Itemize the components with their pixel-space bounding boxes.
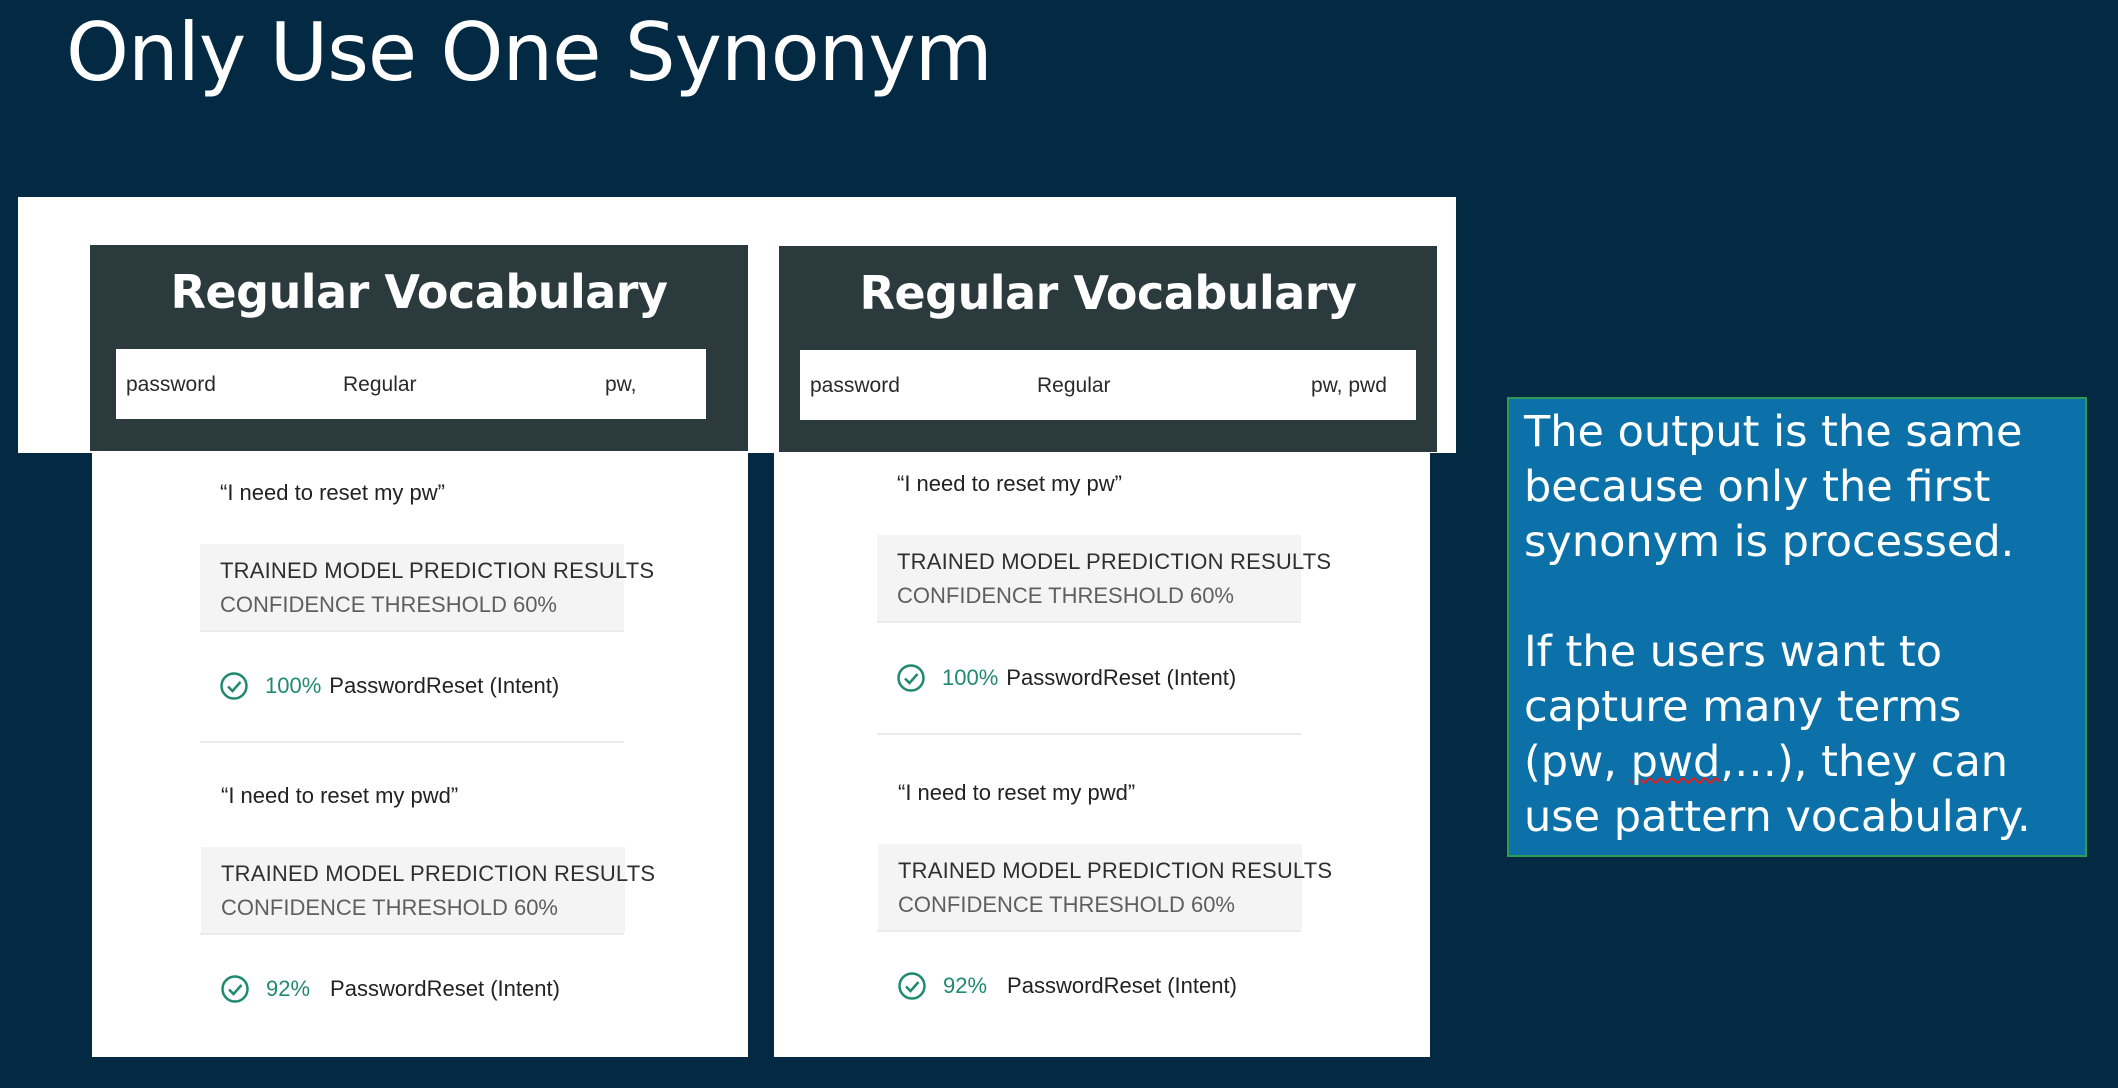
prediction-result xyxy=(897,971,1237,1001)
check-circle-icon xyxy=(897,971,927,1001)
note-fragment: ,…), they can xyxy=(1720,737,2009,787)
confidence-percent: 100% xyxy=(942,665,999,690)
confidence-percent: 92% xyxy=(943,973,988,998)
utterance-quote: “I need to reset my pw” xyxy=(220,480,445,505)
prediction-header-title: TRAINED MODEL PREDICTION RESULTS xyxy=(897,549,1332,574)
note-line xyxy=(1524,735,2085,790)
explanation-textbox xyxy=(1507,397,2087,857)
prediction-header-box xyxy=(201,847,656,933)
confidence-threshold: CONFIDENCE THRESHOLD 60% xyxy=(221,895,558,920)
divider xyxy=(877,733,1301,735)
divider xyxy=(877,930,1301,932)
vocab-type: Regular xyxy=(343,373,417,396)
utterance-quote: “I need to reset my pwd” xyxy=(898,780,1136,805)
divider xyxy=(200,933,624,935)
left-vocab-header xyxy=(90,245,748,451)
prediction-header-title: TRAINED MODEL PREDICTION RESULTS xyxy=(220,558,655,583)
note-line: because only the first xyxy=(1524,462,1991,512)
prediction-header-title: TRAINED MODEL PREDICTION RESULTS xyxy=(221,861,656,886)
note-line: synonym is processed. xyxy=(1524,517,2015,567)
intent-label: PasswordReset (Intent) xyxy=(1006,665,1237,690)
intent-label: PasswordReset (Intent) xyxy=(329,673,560,698)
confidence-percent: 92% xyxy=(266,976,311,1001)
slide-title: Only Use One Synonym xyxy=(66,6,992,99)
note-fragment: (pw, xyxy=(1524,737,1631,787)
divider xyxy=(877,621,1301,623)
vocab-type: Regular xyxy=(1037,374,1111,397)
vocab-synonyms: pw, xyxy=(605,373,637,396)
prediction-header-box xyxy=(200,544,655,630)
note-line: The output is the same xyxy=(1524,407,2023,457)
note-line: capture many terms xyxy=(1524,682,1962,732)
vocab-term: password xyxy=(810,374,900,397)
prediction-result xyxy=(220,974,560,1004)
check-circle-icon xyxy=(220,974,250,1004)
vocab-row xyxy=(116,349,706,419)
note-line: If the users want to xyxy=(1524,627,1943,677)
spellcheck-word: pwd xyxy=(1630,737,1721,787)
note-line: use pattern vocabulary. xyxy=(1524,792,2031,842)
vocab-title: Regular Vocabulary xyxy=(859,266,1357,320)
prediction-header-box xyxy=(877,535,1332,621)
confidence-percent: 100% xyxy=(265,673,322,698)
prediction-header-title: TRAINED MODEL PREDICTION RESULTS xyxy=(898,858,1333,883)
right-vocab-header xyxy=(779,246,1437,452)
prediction-header-box xyxy=(878,844,1333,930)
confidence-threshold: CONFIDENCE THRESHOLD 60% xyxy=(220,592,557,617)
utterance-quote: “I need to reset my pwd” xyxy=(221,783,459,808)
vocab-title: Regular Vocabulary xyxy=(170,265,668,319)
confidence-threshold: CONFIDENCE THRESHOLD 60% xyxy=(898,892,1235,917)
prediction-result xyxy=(219,671,559,701)
vocab-term: password xyxy=(126,373,216,396)
confidence-threshold: CONFIDENCE THRESHOLD 60% xyxy=(897,583,1234,608)
check-circle-icon xyxy=(219,671,249,701)
divider xyxy=(200,741,624,743)
intent-label: PasswordReset (Intent) xyxy=(330,976,560,1001)
vocab-row xyxy=(800,350,1416,420)
intent-label: PasswordReset (Intent) xyxy=(1007,973,1237,998)
check-circle-icon xyxy=(896,663,926,693)
vocab-synonyms: pw, pwd xyxy=(1311,374,1387,397)
utterance-quote: “I need to reset my pw” xyxy=(897,471,1122,496)
divider xyxy=(200,630,624,632)
prediction-result xyxy=(896,663,1236,693)
